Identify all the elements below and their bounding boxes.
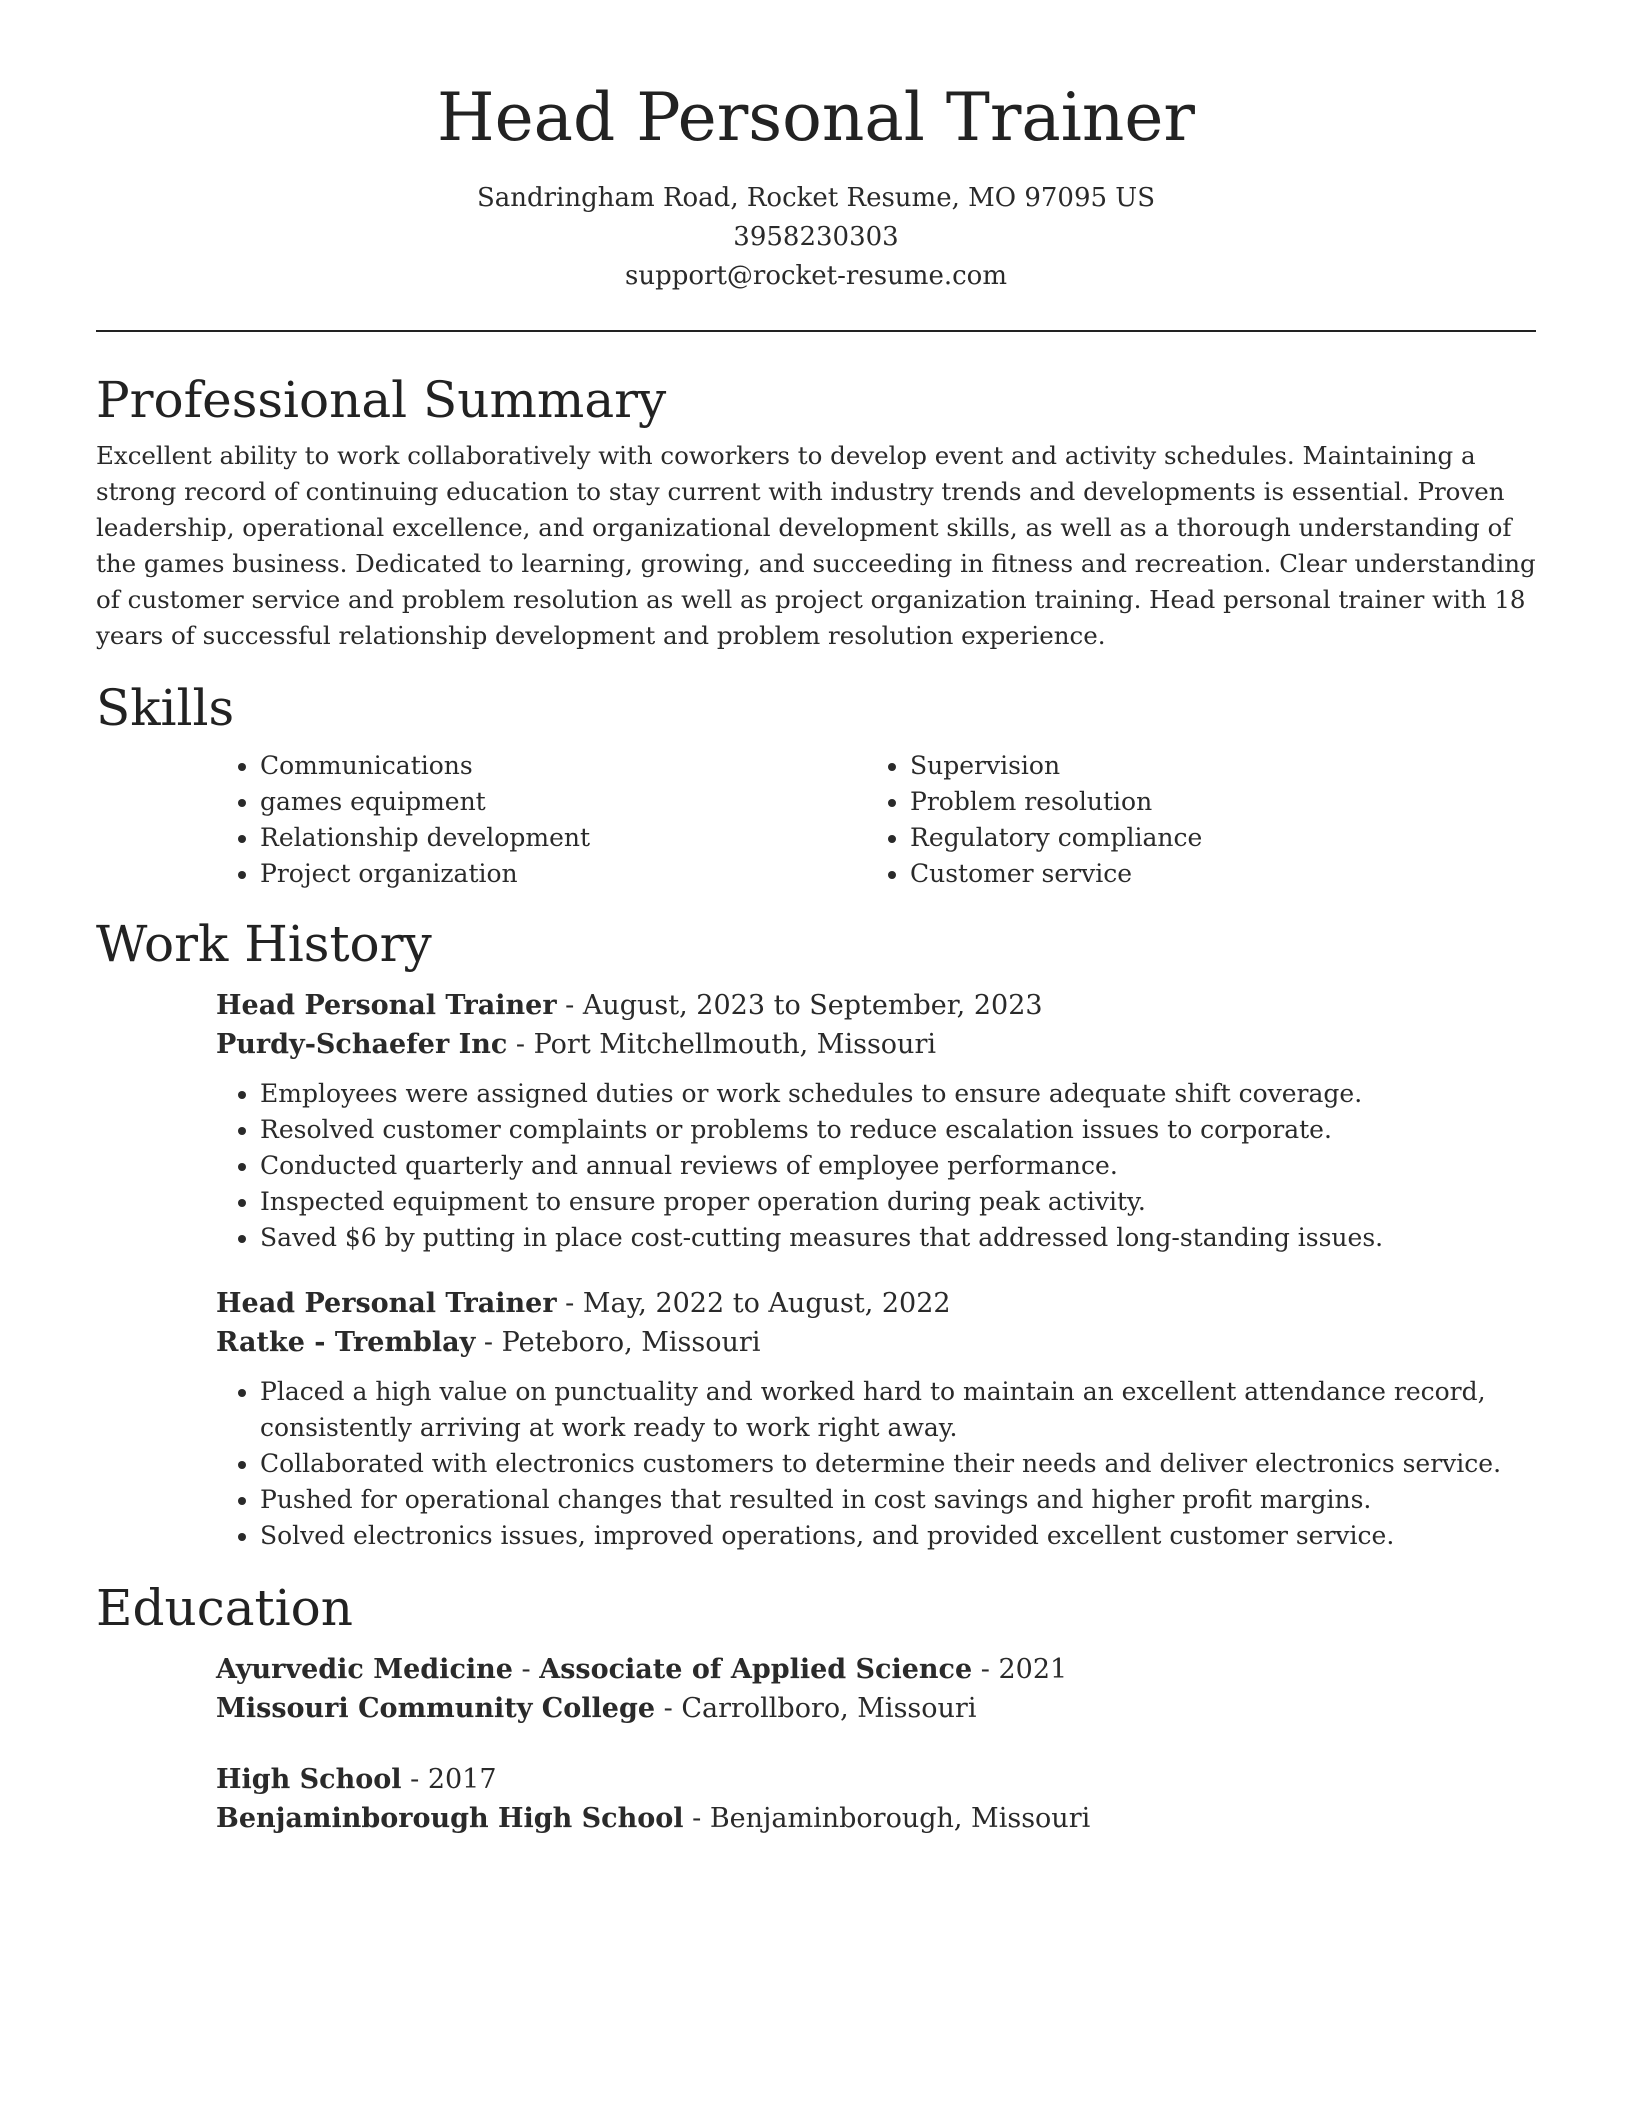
job-title-line: Head Personal Trainer - August, 2023 to September, 2023	[216, 989, 1043, 1021]
skills-title: Skills	[96, 678, 235, 737]
education-degree: Associate of Applied Science	[539, 1653, 973, 1685]
work-section	[96, 914, 1536, 1554]
header-divider	[96, 330, 1536, 332]
job-company: Purdy-Schaefer Inc	[216, 1028, 508, 1060]
job-title: Head Personal Trainer	[216, 989, 557, 1021]
job-company: Ratke - Tremblay	[216, 1326, 476, 1358]
education-section	[96, 1578, 1536, 1838]
skill-item: • Regulatory compliance	[910, 820, 1516, 856]
skill-item: • Supervision	[910, 748, 1516, 784]
job-bullet: • Inspected equipment to ensure proper operation during peak activity.	[260, 1184, 1536, 1220]
job-bullet: • Saved $6 by putting in place cost-cutting measures that addressed long-standing issues.	[260, 1220, 1536, 1256]
job-bullet: • Resolved customer complaints or problems to reduce escalation issues to corporate.	[260, 1112, 1536, 1148]
education-location: Carrollboro, Missouri	[681, 1692, 977, 1724]
education-title: Education	[96, 1578, 353, 1637]
summary-title: Professional Summary	[96, 370, 667, 429]
resume-name: Head Personal Trainer	[437, 79, 1195, 156]
work-title: Work History	[96, 914, 432, 973]
education-entry	[216, 1760, 1536, 1838]
skill-item: • Project organization	[260, 856, 866, 892]
job-bullet: • Employees were assigned duties or work schedules to ensure adequate shift coverage.	[260, 1076, 1536, 1112]
contact-phone: 3958230303	[733, 221, 899, 252]
job-bullets	[216, 1076, 1536, 1256]
job-entry	[216, 1284, 1536, 1554]
skills-list-left	[216, 748, 866, 892]
skills-grid	[216, 748, 1536, 892]
job-bullet: • Solved electronics issues, improved operations, and provided excellent customer service.	[260, 1518, 1536, 1554]
contact-email: support@rocket-resume.com	[624, 260, 1007, 291]
education-degree-line: Ayurvedic Medicine - Associate of Applied Science - 2021	[216, 1653, 1068, 1685]
job-location: Peteboro, Missouri	[501, 1326, 761, 1358]
job-bullet: • Collaborated with electronics customers to determine their needs and deliver electronics service.	[260, 1446, 1536, 1482]
education-school: Missouri Community College	[216, 1692, 656, 1724]
job-company-line: Purdy-Schaefer Inc - Port Mitchellmouth, Missouri	[216, 1028, 936, 1060]
summary-section	[96, 370, 1536, 654]
job-bullets	[216, 1374, 1536, 1554]
job-title-line: Head Personal Trainer - May, 2022 to August, 2022	[216, 1287, 951, 1319]
job-location: Port Mitchellmouth, Missouri	[533, 1028, 936, 1060]
education-location: Benjaminborough, Missouri	[709, 1802, 1091, 1834]
skill-item: • Relationship development	[260, 820, 866, 856]
education-school-line: Benjaminborough High School - Benjaminborough, Missouri	[216, 1802, 1091, 1834]
skills-section	[96, 678, 1536, 892]
contact-address: Sandringham Road, Rocket Resume, MO 97095 US	[476, 182, 1156, 213]
education-school: Benjaminborough High School	[216, 1802, 684, 1834]
education-field: Ayurvedic Medicine	[216, 1653, 513, 1685]
job-dates: May, 2022 to August, 2022	[582, 1287, 951, 1319]
education-year: 2021	[998, 1653, 1068, 1685]
education-degree-line: High School - 2017	[216, 1763, 497, 1795]
education-year: 2017	[427, 1763, 497, 1795]
job-dates: August, 2023 to September, 2023	[582, 989, 1043, 1021]
job-bullet: • Placed a high value on punctuality and worked hard to maintain an excellent attendance record, consistently arriving at work ready to work right away.	[260, 1374, 1536, 1446]
skill-item: • Communications	[260, 748, 866, 784]
resume-header	[96, 0, 1536, 296]
education-entry	[216, 1650, 1536, 1728]
job-company-line: Ratke - Tremblay - Peteboro, Missouri	[216, 1326, 761, 1358]
skill-item: • games equipment	[260, 784, 866, 820]
resume-page	[96, 0, 1536, 1838]
skills-list-right	[866, 748, 1516, 892]
job-bullet: • Conducted quarterly and annual reviews of employee performance.	[260, 1148, 1536, 1184]
skill-item: • Customer service	[910, 856, 1516, 892]
job-bullet: • Pushed for operational changes that resulted in cost savings and higher profit margins.	[260, 1482, 1536, 1518]
education-school-line: Missouri Community College - Carrollboro, Missouri	[216, 1692, 977, 1724]
skill-item: • Problem resolution	[910, 784, 1516, 820]
job-entry	[216, 986, 1536, 1256]
education-field: High School	[216, 1763, 402, 1795]
summary-text: Excellent ability to work collaboratively with coworkers to develop event and activity schedules. Maintaining a strong record of continuing education to stay current with industry trends and developments is essential. Proven leadership, operational excellence, and organizational development skills, as well as a thorough understanding of the games business. Dedicated to learning, growing, and succeeding in fitness and recreation. Clear understanding of customer service and problem resolution as well as project organization training. Head personal trainer with 18 years of successful relationship development and problem resolution experience.	[96, 440, 1536, 650]
job-title: Head Personal Trainer	[216, 1287, 557, 1319]
